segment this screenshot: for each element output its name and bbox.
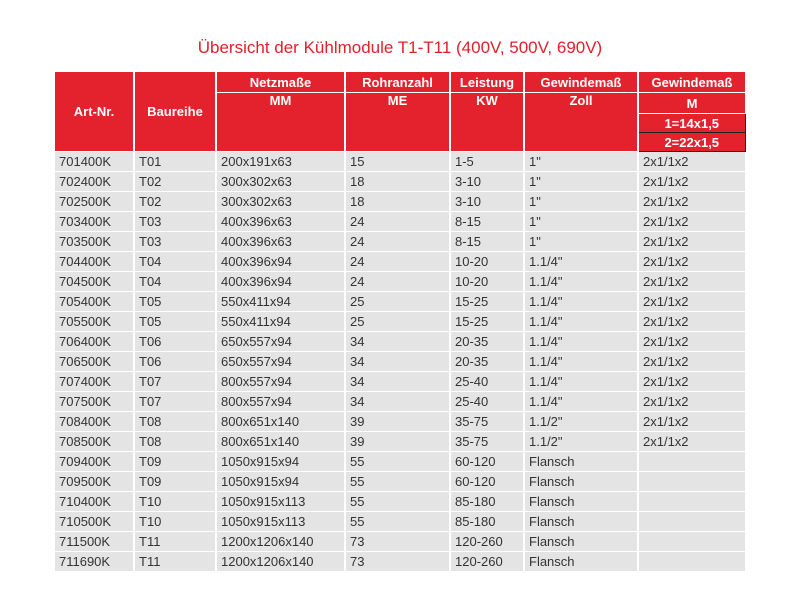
table-row — [55, 492, 745, 512]
cell-netzmasse: 400x396x94 — [216, 252, 345, 272]
cell-rohranzahl: 24 — [345, 212, 450, 232]
cell-leistung: 1-5 — [450, 152, 524, 172]
cell-gewindemass-m — [638, 492, 745, 512]
cell-gewindemass-zoll: 1" — [524, 212, 638, 232]
cell-art-nr: 708500K — [55, 432, 134, 452]
cell-art-nr: 702400K — [55, 172, 134, 192]
cell-leistung: 10-20 — [450, 272, 524, 292]
cell-leistung: 60-120 — [450, 452, 524, 472]
cell-rohranzahl: 18 — [345, 172, 450, 192]
cell-gewindemass-zoll: 1" — [524, 232, 638, 252]
cell-art-nr: 709400K — [55, 452, 134, 472]
cell-baureihe: T11 — [134, 532, 216, 552]
cell-rohranzahl: 73 — [345, 552, 450, 572]
cell-rohranzahl: 24 — [345, 252, 450, 272]
cell-leistung: 10-20 — [450, 252, 524, 272]
cell-art-nr: 708400K — [55, 412, 134, 432]
table-row — [55, 352, 745, 372]
cell-gewindemass-m — [638, 512, 745, 532]
cell-netzmasse: 800x557x94 — [216, 392, 345, 412]
table-row — [55, 212, 745, 232]
table-row — [55, 412, 745, 432]
cell-art-nr: 704400K — [55, 252, 134, 272]
cell-baureihe: T02 — [134, 172, 216, 192]
cell-leistung: 8-15 — [450, 232, 524, 252]
cell-art-nr: 704500K — [55, 272, 134, 292]
table-row — [55, 552, 745, 572]
cell-gewindemass-zoll: 1.1/4" — [524, 352, 638, 372]
unit-leistung: KW — [450, 93, 524, 152]
cell-rohranzahl: 39 — [345, 432, 450, 452]
table-row — [55, 452, 745, 472]
table-row — [55, 332, 745, 352]
cell-netzmasse: 800x557x94 — [216, 372, 345, 392]
table-row — [55, 252, 745, 272]
cell-art-nr: 703400K — [55, 212, 134, 232]
cell-art-nr: 705500K — [55, 312, 134, 332]
cell-gewindemass-m — [638, 532, 745, 552]
cell-gewindemass-m: 2x1/1x2 — [638, 352, 745, 372]
cell-rohranzahl: 15 — [345, 152, 450, 172]
cell-rohranzahl: 34 — [345, 352, 450, 372]
cell-leistung: 120-260 — [450, 532, 524, 552]
cell-baureihe: T01 — [134, 152, 216, 172]
header-rohranzahl: Rohranzahl — [345, 72, 450, 93]
cell-baureihe: T06 — [134, 332, 216, 352]
cell-gewindemass-m: 2x1/1x2 — [638, 172, 745, 192]
cell-netzmasse: 550x411x94 — [216, 292, 345, 312]
cell-gewindemass-m — [638, 472, 745, 492]
page-title: Übersicht der Kühlmodule T1-T11 (400V, 500V, 690V) — [197, 38, 603, 57]
unit-netz: MM — [216, 93, 345, 152]
cell-art-nr: 710400K — [55, 492, 134, 512]
cell-netzmasse: 800x651x140 — [216, 412, 345, 432]
cell-baureihe: T03 — [134, 232, 216, 252]
cell-gewindemass-m: 2x1/1x2 — [638, 432, 745, 452]
cell-baureihe: T06 — [134, 352, 216, 372]
cell-netzmasse: 400x396x63 — [216, 212, 345, 232]
cell-gewindemass-zoll: 1.1/4" — [524, 252, 638, 272]
cooling-module-table — [55, 72, 746, 572]
cell-art-nr: 706500K — [55, 352, 134, 372]
table-row — [55, 232, 745, 252]
cell-rohranzahl: 18 — [345, 192, 450, 212]
cell-baureihe: T08 — [134, 412, 216, 432]
table-row — [55, 372, 745, 392]
cell-rohranzahl: 55 — [345, 472, 450, 492]
cell-art-nr: 709500K — [55, 472, 134, 492]
gewinde-note-1: 1=14x1,5 — [638, 114, 745, 133]
header-netzmasse: Netzmaße — [216, 72, 345, 93]
cell-rohranzahl: 73 — [345, 532, 450, 552]
header-gewindemass-m: Gewindemaß — [638, 72, 745, 93]
cell-art-nr: 706400K — [55, 332, 134, 352]
cell-leistung: 35-75 — [450, 412, 524, 432]
cell-gewindemass-m: 2x1/1x2 — [638, 252, 745, 272]
table-row — [55, 432, 745, 452]
cell-baureihe: T11 — [134, 552, 216, 572]
cell-rohranzahl: 34 — [345, 372, 450, 392]
cell-leistung: 3-10 — [450, 172, 524, 192]
cell-gewindemass-m: 2x1/1x2 — [638, 292, 745, 312]
cell-leistung: 25-40 — [450, 372, 524, 392]
cell-gewindemass-zoll: 1.1/4" — [524, 292, 638, 312]
cell-netzmasse: 800x651x140 — [216, 432, 345, 452]
cell-netzmasse: 400x396x94 — [216, 272, 345, 292]
cell-netzmasse: 300x302x63 — [216, 172, 345, 192]
cell-gewindemass-m — [638, 552, 745, 572]
cell-leistung: 85-180 — [450, 492, 524, 512]
cell-gewindemass-m: 2x1/1x2 — [638, 372, 745, 392]
cell-baureihe: T04 — [134, 272, 216, 292]
cell-gewindemass-m: 2x1/1x2 — [638, 192, 745, 212]
cell-rohranzahl: 55 — [345, 452, 450, 472]
table-row — [55, 172, 745, 192]
cell-leistung: 25-40 — [450, 392, 524, 412]
cell-rohranzahl: 25 — [345, 312, 450, 332]
cell-rohranzahl: 34 — [345, 392, 450, 412]
cell-gewindemass-m: 2x1/1x2 — [638, 312, 745, 332]
cell-art-nr: 710500K — [55, 512, 134, 532]
unit-rohr: ME — [345, 93, 450, 152]
cell-rohranzahl: 55 — [345, 492, 450, 512]
cell-netzmasse: 1050x915x113 — [216, 492, 345, 512]
cell-art-nr: 707400K — [55, 372, 134, 392]
cell-gewindemass-m: 2x1/1x2 — [638, 272, 745, 292]
cell-leistung: 20-35 — [450, 332, 524, 352]
cell-art-nr: 711690K — [55, 552, 134, 572]
table-row — [55, 532, 745, 552]
table-row — [55, 192, 745, 212]
cell-netzmasse: 550x411x94 — [216, 312, 345, 332]
cell-gewindemass-zoll: Flansch — [524, 492, 638, 512]
cell-rohranzahl: 34 — [345, 332, 450, 352]
table-row — [55, 272, 745, 292]
cell-gewindemass-zoll: Flansch — [524, 472, 638, 492]
cell-baureihe: T08 — [134, 432, 216, 452]
cell-gewindemass-zoll: 1.1/4" — [524, 392, 638, 412]
cell-art-nr: 707500K — [55, 392, 134, 412]
cell-gewindemass-zoll: 1.1/4" — [524, 372, 638, 392]
cell-gewindemass-m: 2x1/1x2 — [638, 332, 745, 352]
header-baureihe: Baureihe — [134, 72, 216, 152]
cell-netzmasse: 650x557x94 — [216, 332, 345, 352]
cell-gewindemass-zoll: Flansch — [524, 452, 638, 472]
cell-gewindemass-m: 2x1/1x2 — [638, 232, 745, 252]
header-art-nr: Art-Nr. — [55, 72, 134, 152]
unit-gewinde-m: M — [638, 93, 745, 114]
cell-gewindemass-zoll: 1.1/2" — [524, 412, 638, 432]
cell-art-nr: 703500K — [55, 232, 134, 252]
cell-gewindemass-m: 2x1/1x2 — [638, 152, 745, 172]
header-gewindemass-zoll: Gewindemaß — [524, 72, 638, 93]
gewinde-note-2: 2=22x1,5 — [638, 133, 745, 152]
cell-baureihe: T10 — [134, 492, 216, 512]
cell-baureihe: T07 — [134, 372, 216, 392]
cell-leistung: 120-260 — [450, 552, 524, 572]
cell-leistung: 15-25 — [450, 312, 524, 332]
cell-gewindemass-zoll: 1.1/2" — [524, 432, 638, 452]
cell-leistung: 8-15 — [450, 212, 524, 232]
cell-leistung: 15-25 — [450, 292, 524, 312]
cell-leistung: 20-35 — [450, 352, 524, 372]
cell-art-nr: 711500K — [55, 532, 134, 552]
cell-gewindemass-m: 2x1/1x2 — [638, 212, 745, 232]
cell-gewindemass-zoll: 1" — [524, 192, 638, 212]
cell-leistung: 85-180 — [450, 512, 524, 532]
cell-leistung: 60-120 — [450, 472, 524, 492]
cell-gewindemass-zoll: 1.1/4" — [524, 312, 638, 332]
cell-baureihe: T07 — [134, 392, 216, 412]
cell-rohranzahl: 39 — [345, 412, 450, 432]
cell-netzmasse: 1050x915x94 — [216, 472, 345, 492]
cell-gewindemass-zoll: Flansch — [524, 512, 638, 532]
table-row — [55, 392, 745, 412]
cell-gewindemass-m — [638, 452, 745, 472]
cell-leistung: 35-75 — [450, 432, 524, 452]
cell-gewindemass-zoll: 1" — [524, 172, 638, 192]
cell-baureihe: T05 — [134, 312, 216, 332]
cell-baureihe: T10 — [134, 512, 216, 532]
table-row — [55, 292, 745, 312]
cell-gewindemass-zoll: 1.1/4" — [524, 272, 638, 292]
cell-netzmasse: 300x302x63 — [216, 192, 345, 212]
cell-gewindemass-zoll: 1.1/4" — [524, 332, 638, 352]
table-row — [55, 512, 745, 532]
cell-rohranzahl: 24 — [345, 232, 450, 252]
cell-baureihe: T05 — [134, 292, 216, 312]
cell-netzmasse: 650x557x94 — [216, 352, 345, 372]
cell-netzmasse: 1050x915x113 — [216, 512, 345, 532]
table-row — [55, 472, 745, 492]
header-row — [55, 72, 745, 93]
cell-gewindemass-zoll: Flansch — [524, 552, 638, 572]
table-row — [55, 152, 745, 172]
cell-baureihe: T09 — [134, 472, 216, 492]
cell-art-nr: 705400K — [55, 292, 134, 312]
cell-netzmasse: 1200x1206x140 — [216, 532, 345, 552]
cell-netzmasse: 1200x1206x140 — [216, 552, 345, 572]
cell-gewindemass-zoll: Flansch — [524, 532, 638, 552]
cell-leistung: 3-10 — [450, 192, 524, 212]
cell-rohranzahl: 25 — [345, 292, 450, 312]
cell-rohranzahl: 24 — [345, 272, 450, 292]
table-row — [55, 312, 745, 332]
cell-baureihe: T09 — [134, 452, 216, 472]
cell-netzmasse: 1050x915x94 — [216, 452, 345, 472]
cell-baureihe: T02 — [134, 192, 216, 212]
cell-rohranzahl: 55 — [345, 512, 450, 532]
cell-baureihe: T03 — [134, 212, 216, 232]
header-leistung: Leistung — [450, 72, 524, 93]
cell-netzmasse: 200x191x63 — [216, 152, 345, 172]
cell-art-nr: 701400K — [55, 152, 134, 172]
cell-art-nr: 702500K — [55, 192, 134, 212]
cell-gewindemass-zoll: 1" — [524, 152, 638, 172]
unit-gewinde: Zoll — [524, 93, 638, 152]
cell-gewindemass-m: 2x1/1x2 — [638, 392, 745, 412]
table-body — [55, 72, 745, 572]
cell-baureihe: T04 — [134, 252, 216, 272]
cell-netzmasse: 400x396x63 — [216, 232, 345, 252]
cell-gewindemass-m: 2x1/1x2 — [638, 412, 745, 432]
